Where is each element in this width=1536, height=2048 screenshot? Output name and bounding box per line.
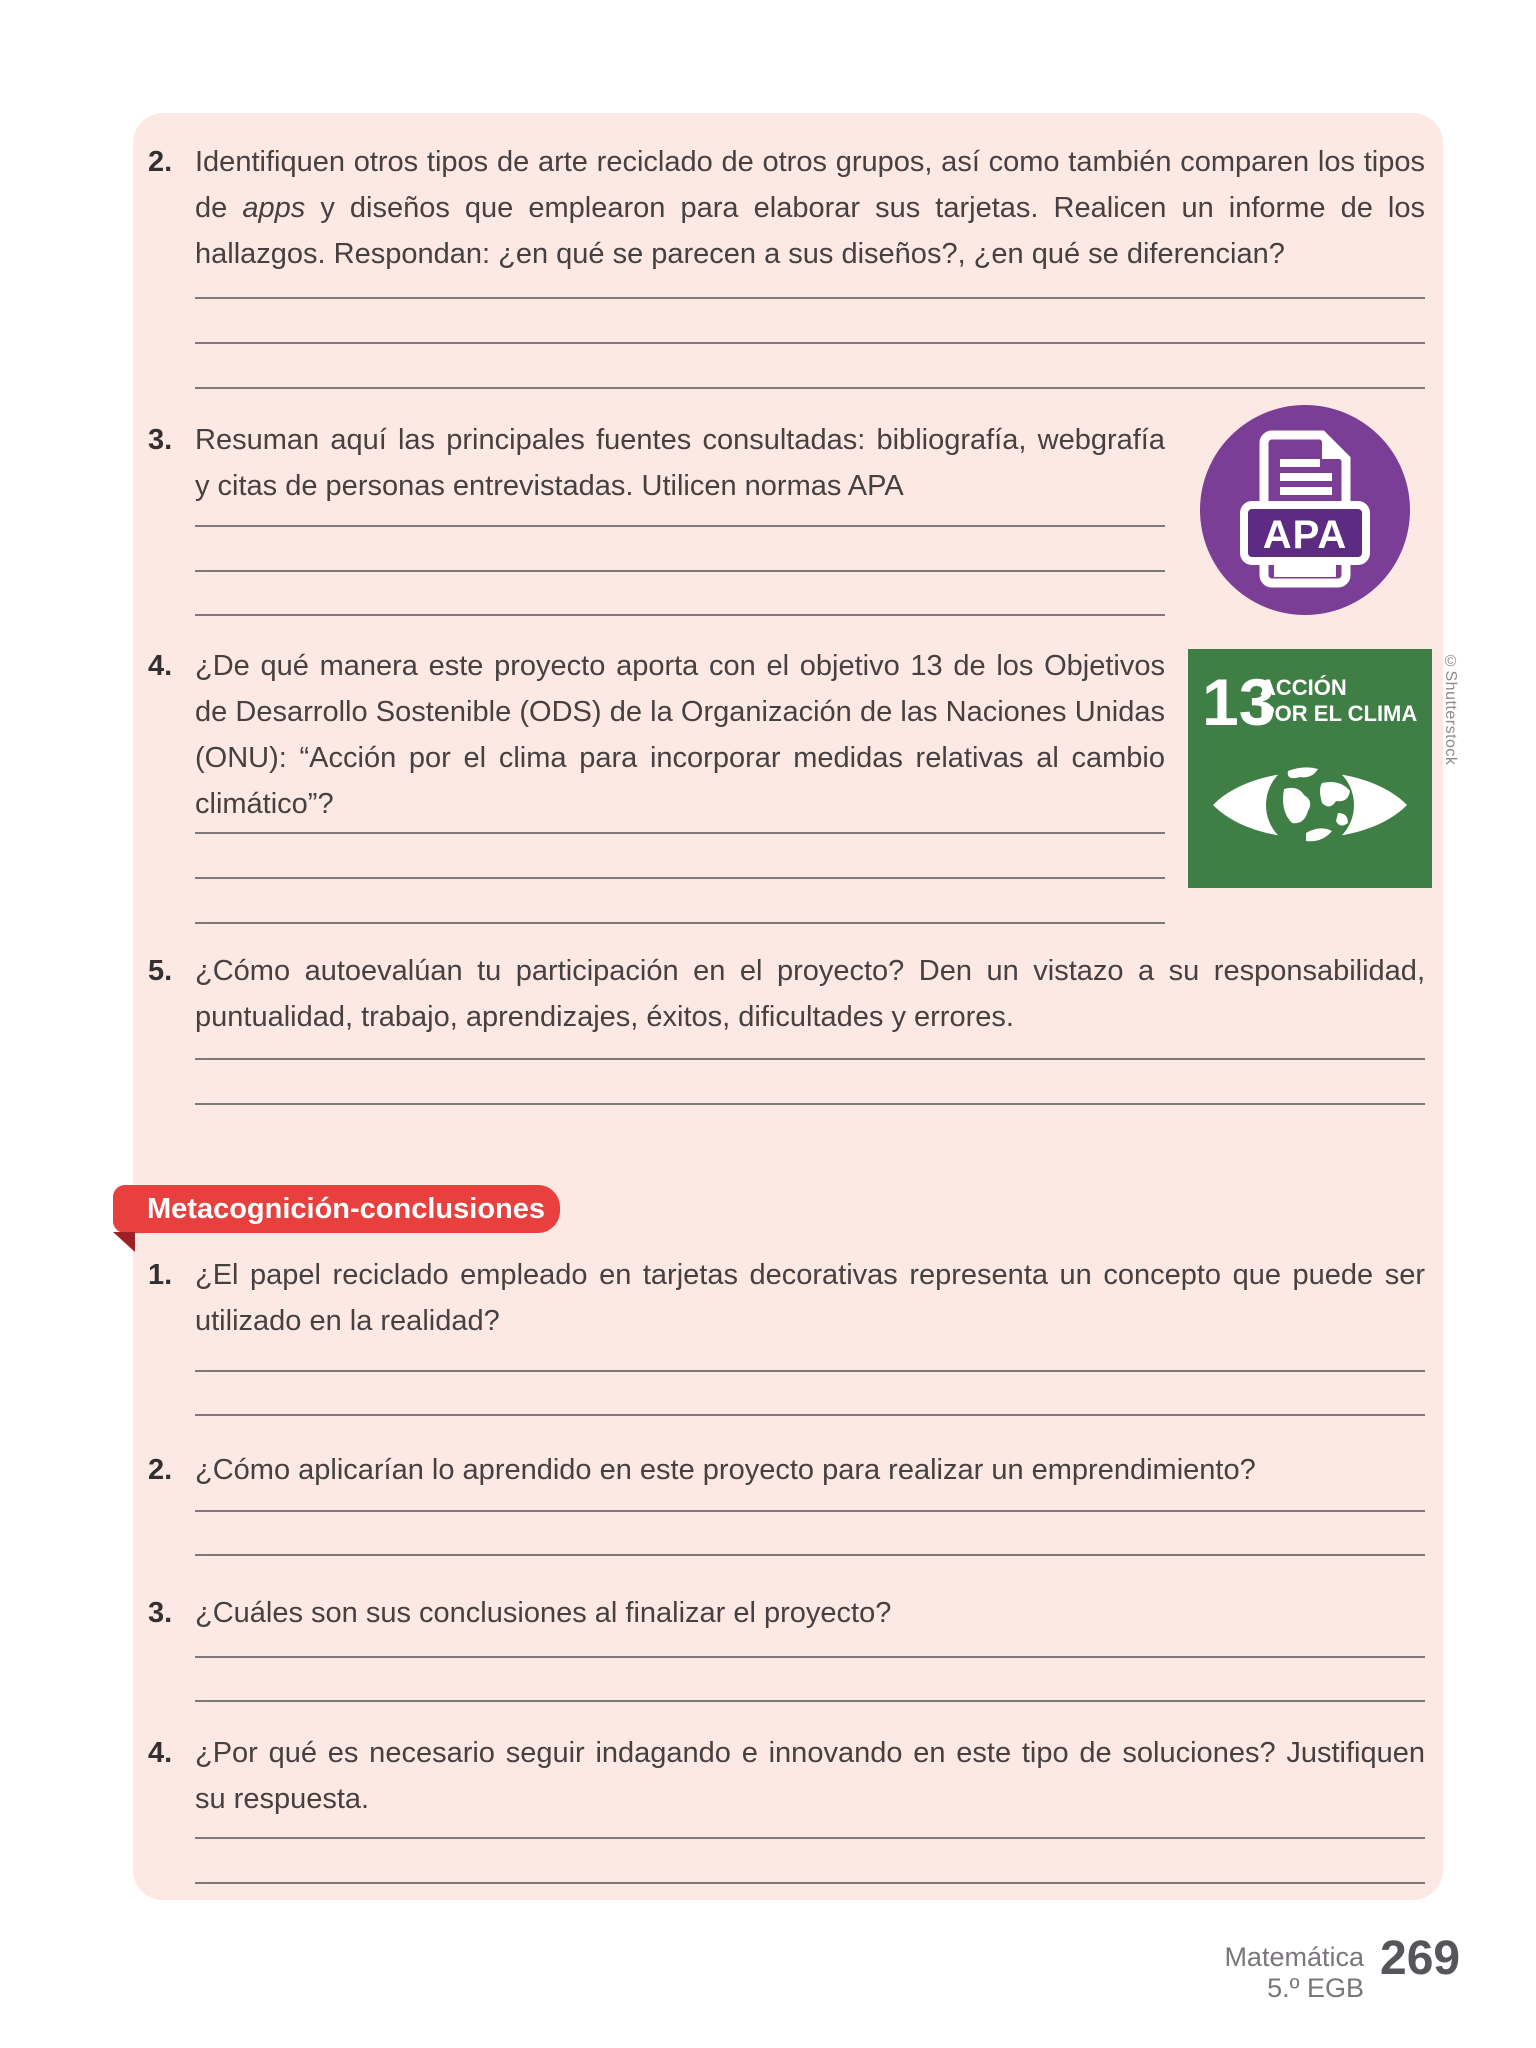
sdg13-climate-action-icon (1188, 649, 1432, 888)
sdg13-title-line1: ACCIÓN (1260, 675, 1347, 700)
question-text (195, 139, 1425, 277)
answer-line (195, 1882, 1425, 1884)
question-item (148, 417, 1165, 509)
apa-icon (1200, 405, 1410, 615)
metacognition-ribbon (113, 1185, 560, 1233)
question-number: 3. (148, 1597, 173, 1629)
answer-line (195, 1554, 1425, 1556)
question-item (148, 1730, 1425, 1822)
question-number: 3. (148, 424, 173, 456)
question-text: Resuman aquí las principales fuentes consultadas: bibliografía, webgrafía y citas de personas entrevistadas. Utilicen normas APA (195, 424, 1165, 502)
answer-line (195, 1656, 1425, 1658)
answer-line (195, 387, 1425, 389)
sdg13-title-line2: POR EL CLIMA (1260, 701, 1418, 726)
shutterstock-credit: ©Shutterstock (1442, 653, 1459, 766)
question-number: 4. (148, 650, 173, 682)
question-number: 2. (148, 1454, 173, 1486)
sdg13-number: 13 (1202, 665, 1276, 739)
answer-line (195, 877, 1165, 879)
question-item (148, 1252, 1425, 1344)
question-text: ¿Cuáles son sus conclusiones al finalizar el proyecto? (195, 1597, 892, 1629)
answer-line (195, 570, 1165, 572)
question-text-italic: apps (242, 192, 306, 224)
question-number: 4. (148, 1737, 173, 1769)
answer-line (195, 922, 1165, 924)
answer-line (195, 297, 1425, 299)
question-item (148, 1447, 1425, 1493)
ribbon-fold (113, 1232, 135, 1252)
question-text: ¿Cómo aplicarían lo aprendido en este proyecto para realizar un emprendimiento? (195, 1454, 1256, 1486)
answer-line (195, 1510, 1425, 1512)
footer-book-info (1224, 1942, 1364, 2004)
footer-grade: 5.º EGB (1267, 1973, 1364, 2003)
question-item (148, 1590, 1425, 1636)
question-text: ¿Por qué es necesario seguir indagando e innovando en este tipo de soluciones? Justifiquen su respuesta. (195, 1737, 1425, 1815)
answer-line (195, 1103, 1425, 1105)
question-text-part: Identifiquen otros tipos de arte reciclado de otros grupos, así como también comparen los tipos de (195, 146, 1425, 224)
question-text: ¿De qué manera este proyecto aporta con el objetivo 13 de los Objetivos de Desarrollo Sostenible (ODS) de la Organización de las Naciones Unidas (ONU): “Acción por el clima para incorporar medidas relativas al cambio climático”? (195, 650, 1165, 820)
answer-line (195, 1058, 1425, 1060)
question-number: 2. (148, 146, 173, 178)
answer-line (195, 1700, 1425, 1702)
question-item (148, 643, 1165, 827)
answer-line (195, 1414, 1425, 1416)
footer-subject: Matemática (1224, 1942, 1364, 1972)
metacognition-ribbon-label: Metacognición-conclusiones (147, 1192, 545, 1225)
apa-icon-label: APA (1262, 513, 1348, 557)
page-number: 269 (1380, 1932, 1461, 1985)
answer-line (195, 342, 1425, 344)
question-item (148, 948, 1425, 1040)
question-text-part: y diseños que emplearon para elaborar sus tarjetas. Realicen un informe de los hallazgos. Respondan: ¿en qué se parecen a sus diseños?, ¿en qué se diferencian? (195, 192, 1425, 270)
answer-line (195, 525, 1165, 527)
answer-line (195, 614, 1165, 616)
answer-line (195, 1370, 1425, 1372)
question-number: 5. (148, 955, 173, 987)
question-text: ¿Cómo autoevalúan tu participación en el proyecto? Den un vistazo a su responsabilidad, puntualidad, trabajo, aprendizajes, éxitos, dificultades y errores. (195, 955, 1425, 1033)
question-number: 1. (148, 1259, 173, 1291)
question-item (148, 139, 1425, 277)
answer-line (195, 1837, 1425, 1839)
question-text: ¿El papel reciclado empleado en tarjetas decorativas representa un concepto que puede ser utilizado en la realidad? (195, 1259, 1425, 1337)
answer-line (195, 832, 1165, 834)
